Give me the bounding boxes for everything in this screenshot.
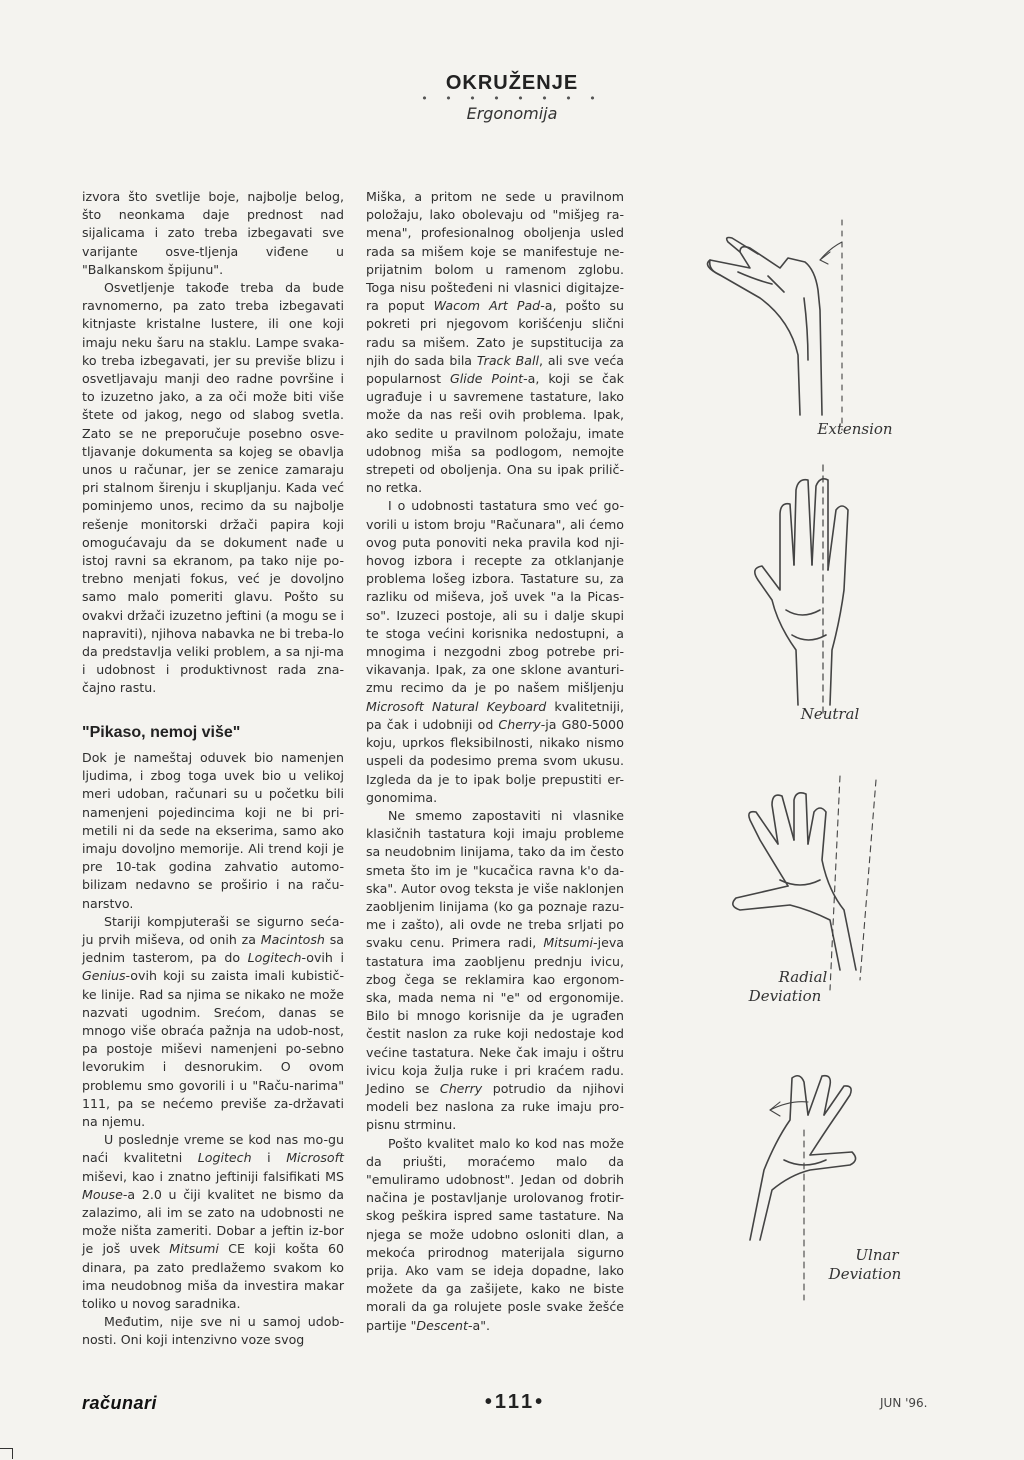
subsection-title: Ergonomija [466,104,558,123]
issue-date: JUN '96. [880,1396,928,1410]
paragraph: Dok je nameštaj oduvek bio namenjen ljudima, i zbog toga uvek bio u velikoj meri udoban, računari su u početku bili namenjeni pojedincima koji ne bi pri-metili ni da sede na ekserima, samo ako imaju dovoljno memorije. Ali trend koji je pre 10-tak godina zahvatio automo-bilizam nedavno se proširio i na raču-narstvo. [82,749,344,911]
magazine-logo: računari [82,1393,158,1413]
crop-mark [0,1448,13,1459]
paragraph: Osvetljenje takođe treba da bude ravnomerno, pa zato treba izbegavati kitnjaste kristalne lustere, ili one koji imaju neku šaru na staklu. Lampe svaka-ko treba izbegavati, jer su previše blizu i osvetljavaju manji deo radne površine i to izuzetno jako, a za oči može biti više štete od jakog, nego od slabog svetla. Zato se ne preporučuje posebno osve-tljavanje dokumenta sa kojeg se obavlja unos u računar, jer se zenice zamaraju pri stalnom širenju i skupljanju. Kada već pominjemo unos, recimo da su najbolje rešenje monitorski držači papira koji omogućavaju da se dokument nađe u istoj ravni sa ekranom, pa tako nije po-trebno menjati fokus, već je dovoljno samo malo pomeriti glavu. Pošto su ovakvi držači izuzetno jeftini (a mogu se i napraviti), njihova nabavka ne bi treba-lo da predstavlja veliki problem, a sa nji-ma i udobnost i produktivnost rada zna-čajno rastu. [82,280,344,696]
paragraph: Međutim, nije sve ni u samoj udob-nosti. Oni koji intenzivno voze svog [82,1314,344,1348]
neutral-hand-drawing [755,465,848,715]
article-column-2 [366,188,624,1335]
hand-drawings [680,180,960,1310]
page-number: •111• [484,1391,546,1413]
paragraph: Miška, a pritom ne sede u pravilnom položaju, lako obolevaju od "mišjeg ra-mena", profesionalnog oboljenja usled rada sa mišem koje se manifestuje ne-prijatnim bolom u ramenom zglobu. Toga nisu pošteđeni ni vlasnici digitajze-ra poput Wacom Art Pad-a, pošto su pokreti pri njegovom korišćenju slični radu sa mišem. Zato je supstitucija za njih do sada bila Track Ball, ali sve veća popularnost Glide Point-a, koji se čak ugrađuje i u savremene tastature, lako može da nas reši ovih problema. Ipak, ako sedite u pravilnom položaju, imate udobnog miša sa podlogom, nemojte strepeti od oboljenja. Ona su ipak prilič-no retka. [366,189,625,496]
extension-hand-drawing [708,220,842,430]
header-dots: • • • • • • • • [421,92,603,105]
page-header [0,72,1024,123]
wrist-posture-illustrations [680,180,960,1310]
paragraph: izvora što svetlije boje, najbolje belog, što neonkama daje prednost nad sijalicama i zato treba izbegavati sve varijante osve-tljenja viđene u "Balkanskom špijunu". [82,189,344,277]
radial-deviation-hand-drawing [733,776,876,990]
caption-extension: Extension [817,420,893,438]
caption-ulnar-deviation: Ulnar Deviation [828,1246,902,1283]
section-title: OKRUŽENJE [445,72,579,94]
paragraph: Stariji kompjuteraši se sigurno seća-ju prvih miševa, od onih za Macintosh sa jednim tasterom, pa do Logitech-ovih i Genius-ovih koji su zaista imali kubistič-ke linije. Rad sa njima se nikako ne može nazvati ugodnim. Srećom, danas se mnogo više obraća pažnja na udob-nost, pa postoje miševi namenjeni po-sebno levorukim i desnorukim. O ovom problemu smo govorili i u "Raču-narima" 111, pa se nećemo previše za-državati na njemu. [82,913,345,1129]
paragraph: I o udobnosti tastatura smo već go-vorili u istom broju "Računara", ali ćemo ovog puta ponoviti neka pravila kod nji-hovog izbora i recepte za otklanjanje problema lošeg izbora. Tastature su, za razliku od miševa, još uvek "a la Picas-so". Izuzeci postoje, ali su i dalje skupi te stoga većini korisnika nedostupni, a mnogima i nezgodni zbog potrebe pri-vikavanja. Ipak, za one sklone avanturi-zmu recimo da je po našem mišljenju Microsoft Natural Keyboard kvalitetniji, pa čak i udobniji od Cherry-ja G80-5000 koju, uprkos fleksibilnosti, nikako nismo uspeli da podesimo prema svom ukusu. Izgleda da je to ipak bolje prepustiti er-gonomima. [366,498,624,805]
caption-neutral: Neutral [800,705,860,723]
subheading: "Pikaso, nemoj više" [82,723,241,741]
article-column-1 [82,188,344,1350]
paragraph: Pošto kvalitet malo ko kod nas može da priušti, moraćemo malo da "emuliramo udobnost". Jedan od dobrih načina je postavljanje urolovanog frotir-skog peškira ispred same tastature. Na njega se može udobno osloniti dlan, a mekoća prirodnog materijala sigurno prija. Ako vam se ideja dopadne, lako možete da ga zašijete, kako ne biste morali da ga rolujete posle svake žešće partije "Descent-a". [366,1135,624,1333]
paragraph: U poslednje vreme se kod nas mo-gu naći kvalitetni Logitech i Microsoft miševi, kao i znatno jeftiniji falsifikati MS Mouse-a 2.0 u čiji kvalitet ne bismo da zalazimo, ali im se zato na udobnosti ne može ništa zameriti. Dobar a jeftin iz-bor je još uvek Mitsumi CE koji košta 60 dinara, pa zato predlažemo svakom ko ima neudobnog miša da investira makar toliko u novog saradnika. [82,1132,345,1311]
paragraph: Ne smemo zapostaviti ni vlasnike klasičnih tastatura koji imaju probleme sa neudobnim linijama, tako da im često smeta što im je "kucačica ravna k'o da-ska". Autor ovog teksta je više naklonjen zaobljenim linijama (ko ga poznaje razu-me i zašto), ali ovde ne treba srljati po svaku cenu. Primera radi, Mitsumi-jeva tastatura ima zaobljenu prednju ivicu, zbog čega se reklamira kao ergonom-ska, mada nema ni "e" od ergonomije. Bilo bi mnogo korisnije da je ugrađen čestit naslon za ruke koji nedostaje kod većine tastatura. Neke čak imaju i oštru ivicu koja žulja ruke i pri kraćem radu. Jedino se Cherry potrudio da njihovi modeli bez naslona za ruke imaju pro-pisnu strminu. [366,807,624,1133]
caption-radial-deviation: Radial Deviation [748,968,828,1005]
